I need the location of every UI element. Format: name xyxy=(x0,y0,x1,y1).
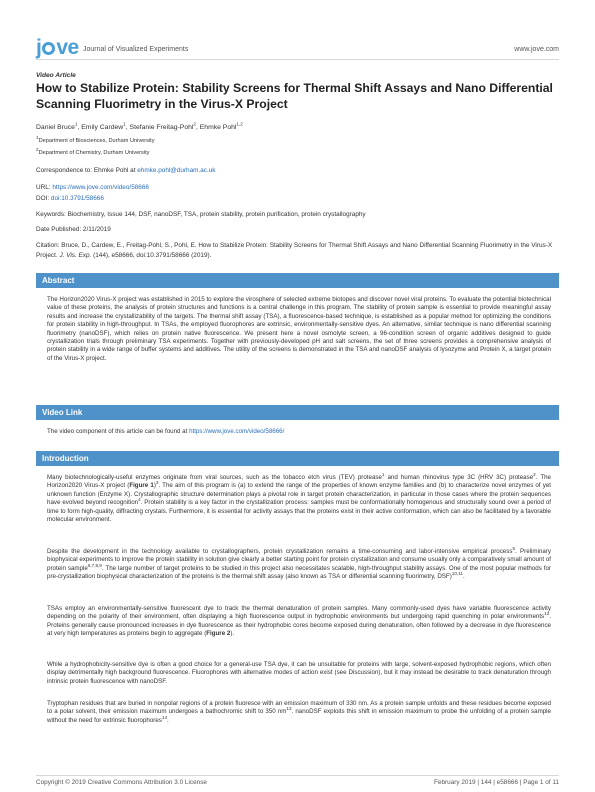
page-info: February 2019 | 144 | e58666 | Page 1 of 11 xyxy=(434,779,559,786)
intro-paragraph: TSAs employ an environmentally-sensitive fluorescent dye to track the thermal denaturation of protein samples. Many commonly-used dyes have variable fluorescence activity depending on the polarity of their environment, often displaying a high fluorescence output in hydrophobic environments but undergoing rapid quenching in polar environments$^{12}$. Proteins generally cause pronounced increases in dye fluorescence as their hydrophobic cores become exposed during denaturation, often followed by a decrease in dye fluorescence at very high temperatures as proteins begin to aggregate (Figure 2). xyxy=(47,605,551,638)
introduction-heading: Introduction xyxy=(36,451,559,466)
author-name: Emily Cardew xyxy=(81,124,124,131)
intro-paragraph: Many biotechnologically-useful enzymes originate from viral sources, such as the tobacco etch virus (TEV) protease$^1$ and human rhinovirus type 3C (HRV 3C) protease$^2$. The Horizon2020 Virus-X project (Figure 1)$^3$. The aim of this program is (a) to extend the range of the properties of known enzyme families and (b) to characterize novel enzymes of yet unknown function (Enzyme X). Crystallographic structure determination plays a pivotal role in target protein characterization, in particular in those cases where the protein sequences have evolved beyond recognition$^4$. Protein stability is a key factor in the crystallization process: samples must be conformationally homogenous and structurally sound over a period of time to form high-quality, diffracting crystals. Furthermore, it is essential for activity assays that the proteins exist in their active conformation, which can also be facilitated by a favorable molecular environment. xyxy=(47,471,551,524)
copyright-notice: Copyright © 2019 Creative Commons Attribution 3.0 License xyxy=(36,779,207,786)
correspondence: Correspondence to: Ehmke Pohl at ehmke.pohl@durham.ac.uk xyxy=(36,167,216,174)
page-footer xyxy=(36,775,559,786)
article-url-link[interactable]: https://www.jove.com/video/58666 xyxy=(52,184,149,191)
keywords: Keywords: Biochemistry, Issue 144, DSF, nanoDSF, TSA, protein stability, protein purification, protein crystallography xyxy=(36,211,366,218)
author-affiliation-number: 1 xyxy=(74,121,78,127)
author-affiliation-number: 1,2 xyxy=(236,121,243,127)
site-url-link[interactable]: www.jove.com xyxy=(514,46,559,53)
author-list: Daniel Bruce$^1$, Emily Cardew$^1$, Stefanie Freitag-Pohl$^2$, Ehmke Pohl$^{1,2}$ xyxy=(36,121,243,131)
citation: Citation: Bruce, D., Cardew, E., Freitag-Pohl, S., Pohl, E. How to Stabilize Protein: Stability Screens for Thermal Shift Assays and Nano Differential Scanning Fluorimetry in the Virus-X Project. J. Vis. Exp. (144), e58666, doi:10.3791/58666 (2019). xyxy=(36,242,553,259)
author-affiliation-number: 2 xyxy=(193,121,196,127)
doi-link[interactable]: doi:10.3791/58666 xyxy=(50,195,104,202)
author-name: Daniel Bruce xyxy=(36,124,75,131)
journal-name: Journal of Visualized Experiments xyxy=(83,46,189,53)
article-doi: DOI: doi:10.3791/58666 xyxy=(36,195,104,202)
affiliation: $^2$Department of Chemistry, Durham University xyxy=(36,147,150,156)
author-name: Stefanie Freitag-Pohl xyxy=(129,124,194,131)
author-affiliation-number: 1 xyxy=(123,121,126,127)
date-published: Date Published: 2/11/2019 xyxy=(36,226,111,233)
article-title: How to Stabilize Protein: Stability Screens for Thermal Shift Assays and Nano Differential Scanning Fluorimetry in the Virus-X Project xyxy=(36,81,553,111)
jove-logo[interactable]: j ve xyxy=(36,36,79,59)
video-url-link[interactable]: https://www.jove.com/video/58666/ xyxy=(189,428,285,435)
intro-paragraph: While a hydrophobicity-sensitive dye is often a good choice for a general-use TSA dye, it can be unsuitable for proteins with large, solvent-exposed hydrophobic regions, which often display detrimentally high background fluorescence. Fluorophores with alternative modes of action exist (see Discussion), but it may instead be desirable to track denaturation through intrinsic protein fluorescence with nanoDSF. xyxy=(47,661,551,685)
figure-reference[interactable]: Figure 1 xyxy=(129,482,154,490)
article-url: URL: https://www.jove.com/video/58666 xyxy=(36,184,149,191)
page-header xyxy=(36,38,559,60)
intro-paragraph: Tryptophan residues that are buried in nonpolar regions of a protein fluoresce with an emission maximum of 330 nm. As a protein sample unfolds and these residues become exposed to a polar solvent, their emission maximum undergoes a bathochromic shift to 350 $nm^{13}$. nanoDSF exploits this shift in emission maximum to probe the unfolding of a protein sample without the need for extrinsic fluorophores$^{14}$. xyxy=(47,700,551,724)
video-link-heading: Video Link xyxy=(36,405,559,420)
correspondence-email-link[interactable]: ehmke.pohl@durham.ac.uk xyxy=(137,167,216,174)
figure-reference[interactable]: Figure 2 xyxy=(206,630,231,638)
abstract-text: The Horizon2020 Virus-X project was established in 2015 to explore the virosphere of selected extreme biotopes and discover novel viral proteins. To evaluate the potential biotechnical value of these proteins, the analysis of protein structures and functions is a central challenge in this program. The stability of protein sample is essential to provide meaningful assay results and increase the crystallizability of the targets. The thermal shift assay (TSA), a fluorescence-based technique, is established as a popular method for optimizing the conditions for protein stability in high-throughput. In TSAs, the employed fluorophores are extrinsic, environmentally-sensitive dyes. An alternative, similar technique is nano differential scanning fluorimetry (nanoDSF), which relies on protein native fluorescence. We present here a novel osmolyte screen, a 96-condition screen of organic additives designed to guide crystallization trials through preliminary TSA experiments. Together with previously-developed pH and salt screens, the set of three screens provides a comprehensive analysis of protein stability in a wide range of buffer systems and additives. The utility of the screens is demonstrated in the TSA and nanoDSF analysis of lysozyme and Protein X, a target protein of the Virus-X project. xyxy=(47,296,551,362)
article-type: Video Article xyxy=(36,72,76,79)
abstract-heading: Abstract xyxy=(36,273,559,288)
video-link-text: The video component of this article can be found at https://www.jove.com/video/58666/ xyxy=(47,428,285,435)
affiliation: $^1$Department of Biosciences, Durham University xyxy=(36,135,155,144)
author-name: Ehmke Pohl xyxy=(199,124,237,131)
intro-paragraph: Despite the development in the technology available to crystallographers, protein crystallization remains a time-consuming and labor-intensive empirical process$^5$. Preliminary biophysical experiments to improve the protein stability in solution give clearly a better starting point for protein crystallization and consume usually only a comparatively small amount of protein sample$^{6,7,8,9}$. The large number of target proteins to be studied in this project also necessitates scalable, high-throughput stability assays. One of the most popular methods for pre-crystallization biophysical characterization of the proteins is the thermal shift assay (also known as TSA or differential scanning fluorimetry, DSF)$^{10,11}$. xyxy=(47,545,551,581)
